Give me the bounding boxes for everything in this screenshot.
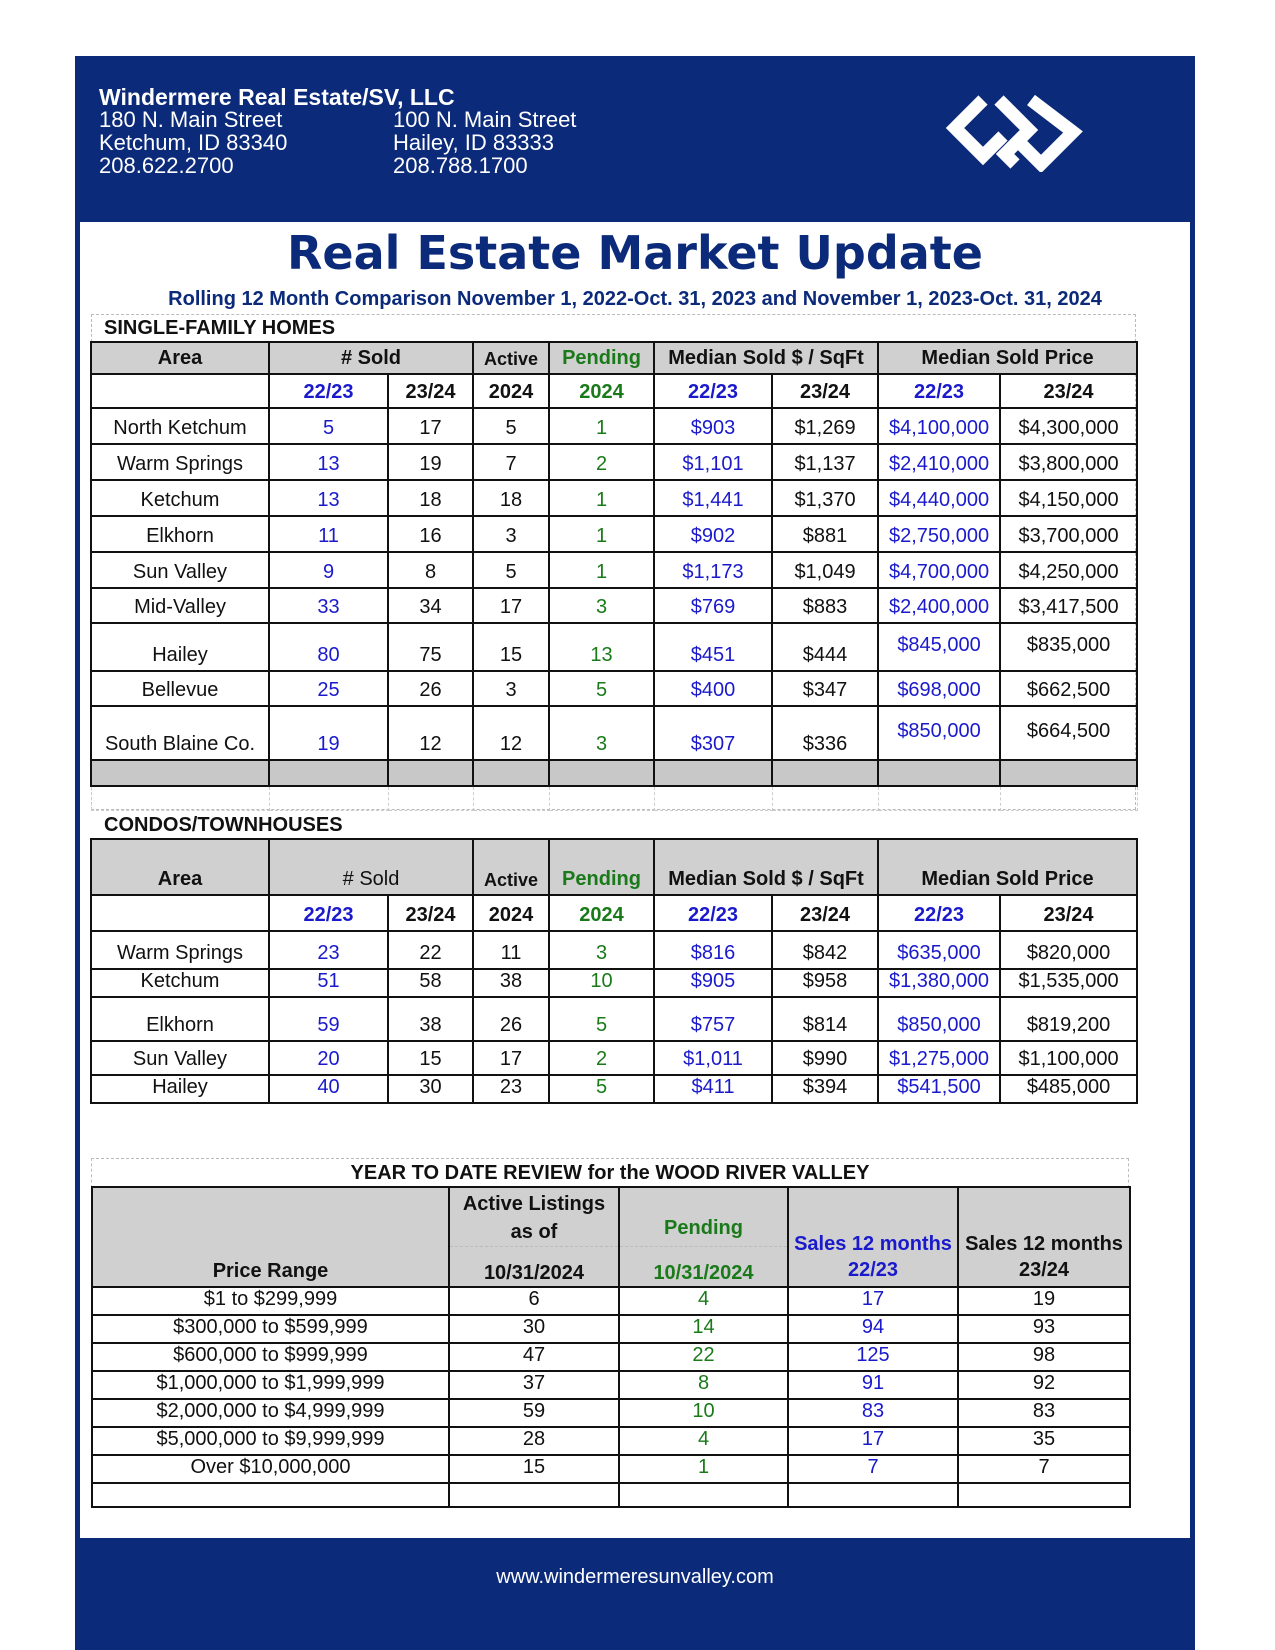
header-median-sqft: Median Sold $ / SqFt	[654, 342, 878, 374]
header-active: Active	[473, 839, 549, 895]
header-median-price: Median Sold Price	[878, 839, 1137, 895]
header-sales-2324: Sales 12 months 23/24	[958, 1187, 1130, 1287]
header-sold: # Sold	[269, 342, 473, 374]
table-row: $5,000,000 to $9,999,999 28 4 17 35	[92, 1427, 1130, 1455]
table-total-row	[91, 760, 1137, 786]
table-row: $300,000 to $599,999 30 14 94 93	[92, 1315, 1130, 1343]
header-pending: Pending 10/31/2024	[619, 1187, 788, 1287]
condos-table	[90, 838, 1138, 1104]
office-hailey-address: 100 N. Main Street Hailey, ID 83333 208.788.1700	[393, 107, 577, 178]
table-header-row	[91, 839, 1137, 895]
header-area: Area	[91, 839, 269, 895]
footer-website-link[interactable]: www.windermeresunvalley.com	[496, 1566, 774, 1588]
header-active: Active	[473, 342, 549, 374]
table-row: Hailey 80 75 15 13 $451 $444 $845,000 $835,000	[91, 623, 1137, 671]
table-row: $1,000,000 to $1,999,999 37 8 91 92	[92, 1371, 1130, 1399]
table-spacer-row	[91, 786, 1137, 810]
table-spacer-row	[92, 1483, 1130, 1507]
table-row: Warm Springs 13 19 7 2 $1,101 $1,137 $2,410,000 $3,800,000	[91, 444, 1137, 480]
office-ketchum-address: 180 N. Main Street Ketchum, ID 83340 208.622.2700	[99, 107, 288, 178]
table-row: Elkhorn 59 38 26 5 $757 $814 $850,000 $819,200	[91, 997, 1137, 1041]
header-price-range: Price Range	[92, 1187, 449, 1287]
table-row: North Ketchum 5 17 5 1 $903 $1,269 $4,100,000 $4,300,000	[91, 408, 1137, 444]
header-pending: Pending	[549, 342, 654, 374]
header-banner	[75, 56, 1195, 222]
header-area: Area	[91, 342, 269, 374]
header-pending: Pending	[549, 839, 654, 895]
footer-banner	[75, 1538, 1195, 1650]
single-family-table	[90, 341, 1138, 811]
table-row: South Blaine Co. 19 12 12 3 $307 $336 $850,000 $664,500	[91, 706, 1137, 760]
table-row: Bellevue 25 26 3 5 $400 $347 $698,000 $662,500	[91, 671, 1137, 706]
table-row: Sun Valley 20 15 17 2 $1,011 $990 $1,275,000 $1,100,000	[91, 1041, 1137, 1075]
header-sold: # Sold	[269, 839, 473, 895]
table-header-row	[92, 1187, 1130, 1287]
table-row: $600,000 to $999,999 47 22 125 98	[92, 1343, 1130, 1371]
table-row: Ketchum 51 58 38 10 $905 $958 $1,380,000 $1,535,000	[91, 969, 1137, 997]
table-subheader-row: 22/23 23/24 2024 2024 22/23 23/24 22/23 23/24	[91, 374, 1137, 408]
table-subheader-row: 22/23 23/24 2024 2024 22/23 23/24 22/23 23/24	[91, 895, 1137, 931]
header-sales-2223: Sales 12 months 22/23	[788, 1187, 958, 1287]
table-row: Hailey 40 30 23 5 $411 $394 $541,500 $485,000	[91, 1075, 1137, 1103]
header-median-price: Median Sold Price	[878, 342, 1137, 374]
single-family-section-title: SINGLE-FAMILY HOMES	[104, 317, 336, 339]
page-subtitle: Rolling 12 Month Comparison November 1, 2022-Oct. 31, 2023 and November 1, 2023-Oct. 31, 2024	[168, 288, 1102, 310]
table-row: Sun Valley 9 8 5 1 $1,173 $1,049 $4,700,000 $4,250,000	[91, 552, 1137, 588]
table-row: Warm Springs 23 22 11 3 $816 $842 $635,000 $820,000	[91, 931, 1137, 969]
table-row: Elkhorn 11 16 3 1 $902 $881 $2,750,000 $3,700,000	[91, 516, 1137, 552]
company-name: Windermere Real Estate/SV, LLC	[99, 84, 455, 110]
ytd-table	[91, 1186, 1131, 1508]
windermere-w-logo-icon	[945, 92, 1085, 172]
table-row: Over $10,000,000 15 1 7 7	[92, 1455, 1130, 1483]
header-active-listings: Active Listings as of 10/31/2024	[449, 1187, 619, 1287]
table-row: $2,000,000 to $4,999,999 59 10 83 83	[92, 1399, 1130, 1427]
header-median-sqft: Median Sold $ / SqFt	[654, 839, 878, 895]
table-row: Mid-Valley 33 34 17 3 $769 $883 $2,400,000 $3,417,500	[91, 588, 1137, 623]
page-title: Real Estate Market Update	[287, 226, 983, 280]
table-header-row	[91, 342, 1137, 374]
ytd-section-title: YEAR TO DATE REVIEW for the WOOD RIVER VALLEY	[350, 1162, 870, 1184]
condos-section-title: CONDOS/TOWNHOUSES	[104, 814, 343, 836]
table-row: Ketchum 13 18 18 1 $1,441 $1,370 $4,440,000 $4,150,000	[91, 480, 1137, 516]
table-row: $1 to $299,999 6 4 17 19	[92, 1287, 1130, 1315]
